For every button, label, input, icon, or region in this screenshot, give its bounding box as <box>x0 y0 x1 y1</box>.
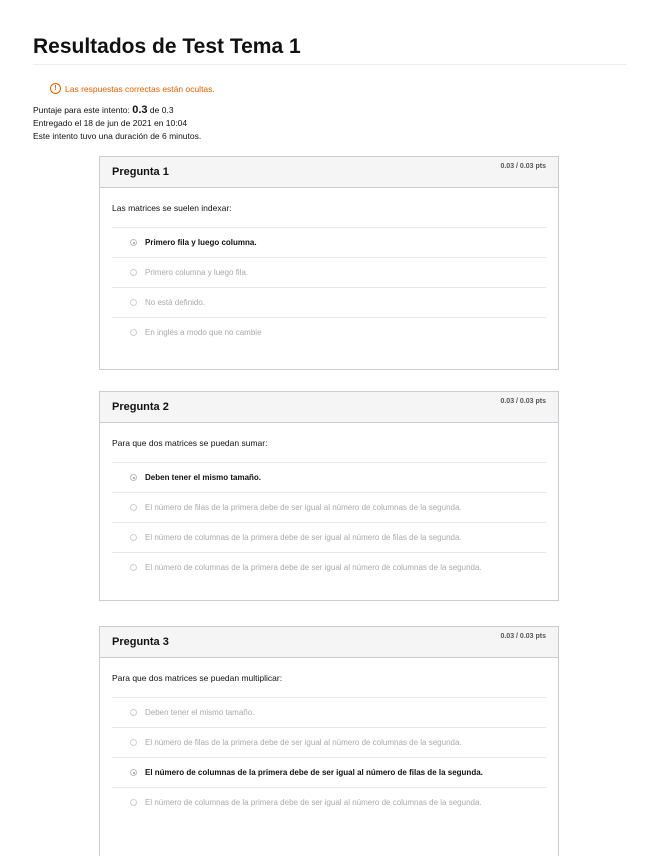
question-points: 0.03 / 0.03 pts <box>500 633 546 640</box>
score-prefix: Puntaje para este intento: <box>33 105 133 115</box>
title-divider <box>33 64 627 65</box>
answer-label: No está definido. <box>145 298 206 307</box>
radio-icon <box>130 534 137 541</box>
question-3 <box>99 626 559 856</box>
radio-icon <box>130 269 137 276</box>
duration-line: Este intento tuvo una duración de 6 minutos. <box>33 131 202 141</box>
radio-icon <box>130 709 137 716</box>
answer-option[interactable] <box>112 258 546 288</box>
score-value: 0.3 <box>132 104 148 116</box>
answer-label: El número de filas de la primera debe de ser igual al número de columnas de la segunda. <box>145 738 462 747</box>
answer-label: Deben tener el mismo tamaño. <box>145 708 255 717</box>
radio-icon <box>130 329 137 336</box>
answer-label: El número de columnas de la primera debe de ser igual al número de columnas de la segunda. <box>145 798 482 807</box>
answer-option[interactable] <box>112 288 546 318</box>
question-text: Para que dos matrices se puedan sumar: <box>112 438 268 448</box>
question-text: Para que dos matrices se puedan multiplicar: <box>112 673 283 683</box>
answer-label: Primero fila y luego columna. <box>145 238 257 247</box>
question-title: Pregunta 1 <box>112 166 169 178</box>
answer-option[interactable] <box>112 493 546 523</box>
radio-icon <box>130 799 137 806</box>
warning-icon: ! <box>50 83 61 94</box>
answer-option[interactable] <box>112 728 546 758</box>
answer-option[interactable] <box>112 463 546 493</box>
question-1 <box>99 156 559 370</box>
submitted-line: Entregado el 18 de jun de 2021 en 10:04 <box>33 118 188 128</box>
answer-list <box>112 462 546 582</box>
answer-label: En inglés a modo que no cambie <box>145 328 262 337</box>
answer-option[interactable] <box>112 228 546 258</box>
answer-label: El número de columnas de la primera debe de ser igual al número de filas de la segunda. <box>145 768 483 777</box>
answer-option[interactable] <box>112 318 546 347</box>
answer-label: El número de filas de la primera debe de ser igual al número de columnas de la segunda. <box>145 503 462 512</box>
answer-option[interactable] <box>112 788 546 817</box>
question-points: 0.03 / 0.03 pts <box>500 163 546 170</box>
question-header <box>100 392 558 423</box>
question-points: 0.03 / 0.03 pts <box>500 398 546 405</box>
answer-option[interactable] <box>112 553 546 582</box>
radio-icon <box>130 504 137 511</box>
attempt-info <box>33 104 201 143</box>
radio-selected-icon <box>130 239 137 246</box>
answer-option[interactable] <box>112 523 546 553</box>
radio-selected-icon <box>130 474 137 481</box>
question-header <box>100 627 558 658</box>
question-2 <box>99 391 559 601</box>
score-suffix: de 0.3 <box>147 105 174 115</box>
answer-option[interactable] <box>112 758 546 788</box>
question-header <box>100 157 558 188</box>
radio-icon <box>130 564 137 571</box>
radio-icon <box>130 739 137 746</box>
radio-selected-icon <box>130 769 137 776</box>
hidden-notice-text: Las respuestas correctas están ocultas. <box>65 83 215 94</box>
radio-icon <box>130 299 137 306</box>
score-line <box>33 104 201 117</box>
hidden-answers-notice <box>50 83 215 94</box>
question-title: Pregunta 2 <box>112 401 169 413</box>
answer-label: Deben tener el mismo tamaño. <box>145 473 262 482</box>
answer-list <box>112 227 546 347</box>
answer-option[interactable] <box>112 698 546 728</box>
answer-label: El número de columnas de la primera debe de ser igual al número de columnas de la segunda. <box>145 563 482 572</box>
answer-list <box>112 697 546 817</box>
answer-label: El número de columnas de la primera debe de ser igual al número de filas de la segunda. <box>145 533 462 542</box>
page-title: Resultados de Test Tema 1 <box>33 35 301 58</box>
question-title: Pregunta 3 <box>112 636 169 648</box>
answer-label: Primero columna y luego fila. <box>145 268 249 277</box>
question-text: Las matrices se suelen indexar: <box>112 203 232 213</box>
